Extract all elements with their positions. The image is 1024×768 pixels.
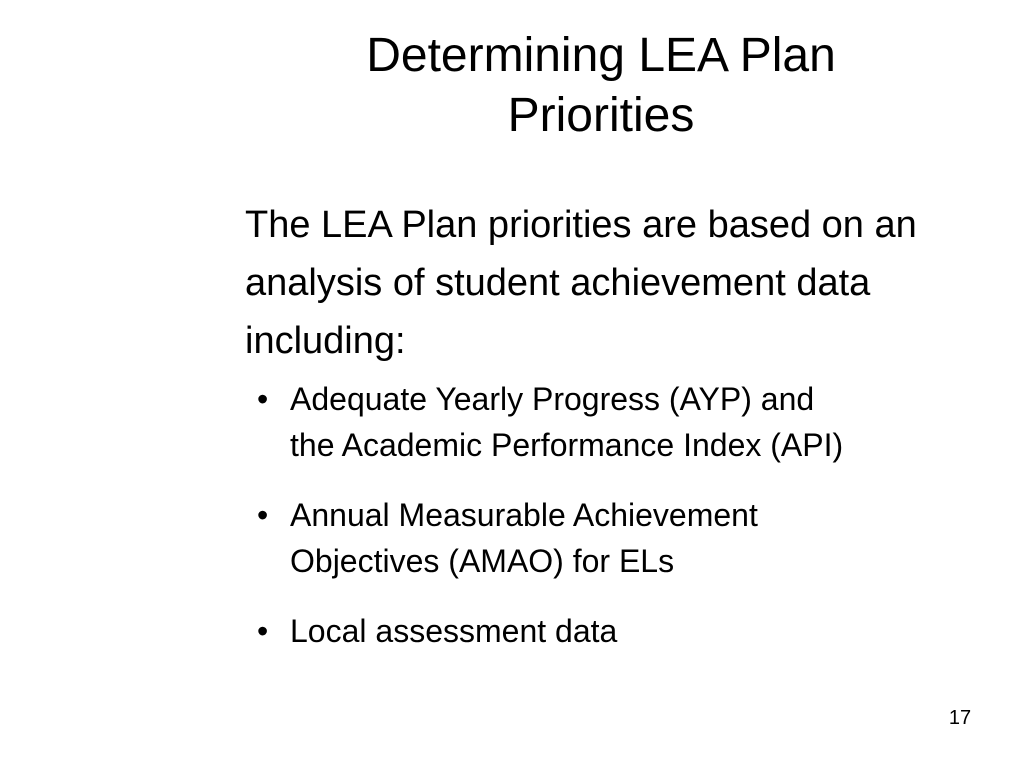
slide-title-line-2: Priorities — [507, 89, 695, 142]
bullet-text-line-1: Annual Measurable Achievement — [290, 497, 758, 533]
page-number: 17 — [948, 707, 972, 729]
bullet-item-ayp-api — [245, 376, 1005, 468]
intro-text: The LEA Plan priorities are based on an analysis of student achievement data including: — [245, 204, 917, 362]
bullet-icon: • — [257, 381, 269, 417]
slide-body — [245, 196, 1005, 678]
bullet-icon: • — [257, 613, 269, 649]
bullet-icon: • — [257, 497, 269, 533]
bullet-text-line-1: Local assessment data — [290, 613, 618, 649]
bullet-text-line-2: the Academic Performance Index (API) — [290, 427, 844, 463]
bullet-text-line-2: Objectives (AMAO) for ELs — [290, 543, 675, 579]
bullet-text-line-1: Adequate Yearly Progress (AYP) and — [290, 381, 815, 417]
bullet-item-amao — [245, 492, 1005, 584]
slide-title-line-1: Determining LEA Plan — [366, 29, 836, 82]
bullet-list — [245, 376, 1005, 654]
bullet-item-local-assessment — [245, 608, 1005, 654]
slide-title — [230, 26, 972, 146]
